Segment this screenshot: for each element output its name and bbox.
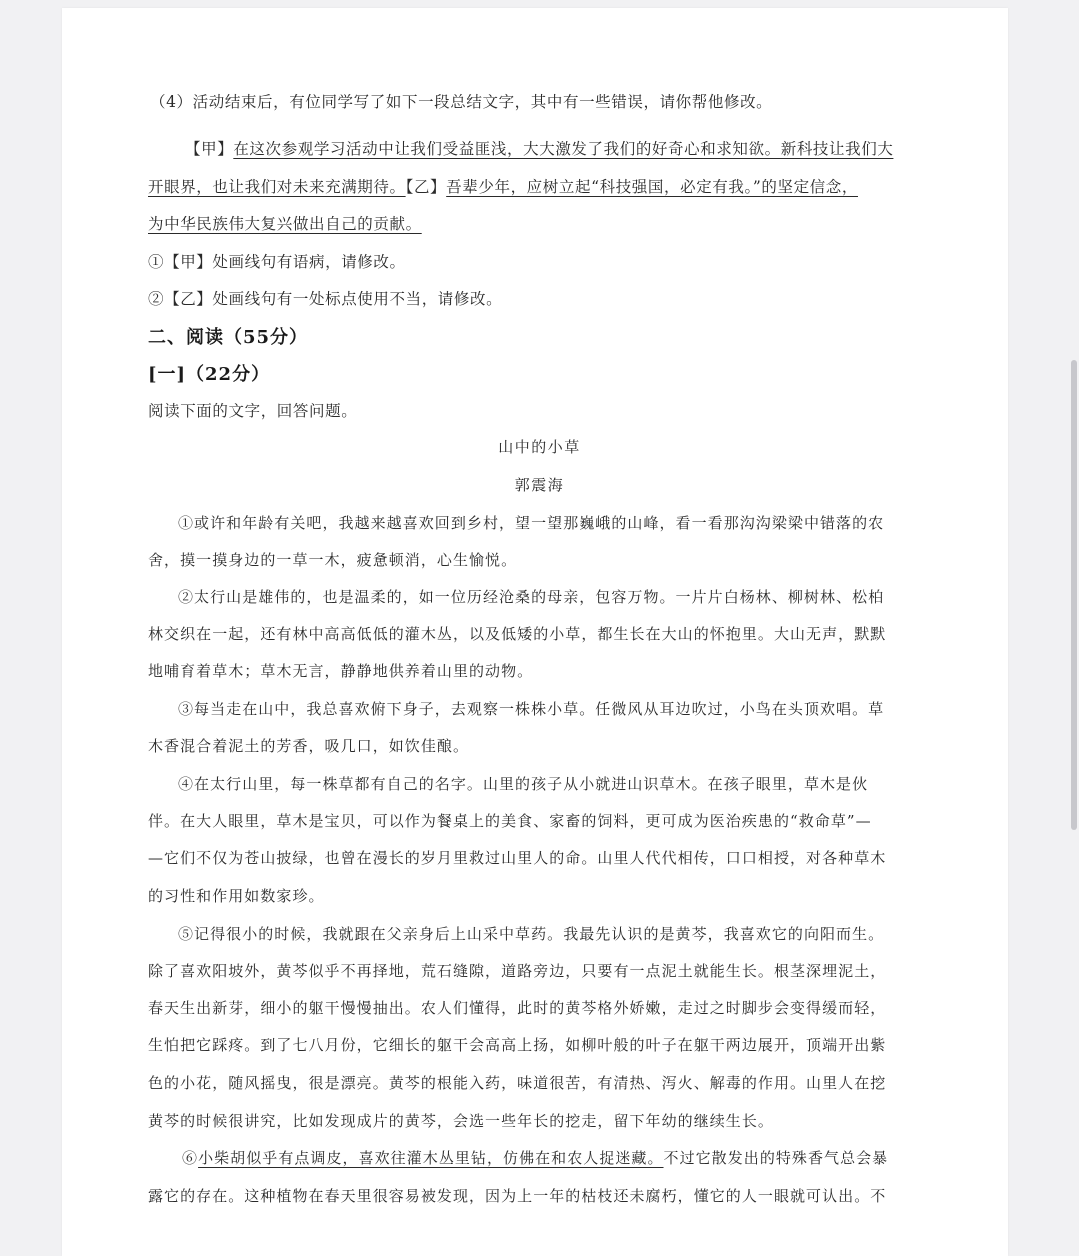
question4-intro: （4）活动结束后，有位同学写了如下一段总结文字，其中有一些错误，请你帮他修改。: [150, 93, 773, 111]
article-line: 除了喜欢阳坡外，黄芩似乎不再择地，荒石缝隙，道路旁边，只要有一点泥土就能生长。根茎深埋泥土，: [148, 962, 887, 980]
article-line: 生怕把它踩疼。到了七八月份，它细长的躯干会高高上扬，如柳叶般的叶子在躯干两边展开，顶端开出紫: [148, 1036, 887, 1054]
article-line: ③每当走在山中，我总喜欢俯下身子，去观察一株株小草。任微风从耳边吹过，小鸟在头顶欢唱。草: [178, 700, 885, 718]
article-line: ①或许和年龄有关吧，我越来越喜欢回到乡村，望一望那巍峨的山峰，看一看那沟沟梁梁中错落的农: [178, 514, 885, 532]
section2-heading: 二、阅读（55分）: [148, 327, 309, 348]
paragraph-6-line1: [182, 1147, 888, 1168]
paragraph-6-underlined: 小柴胡似乎有点调皮，喜欢往灌木丛里钻，仿佛在和农人捉迷藏。: [198, 1149, 664, 1167]
article-line: 地哺育着草木；草木无言，静静地供养着山里的动物。: [148, 662, 534, 680]
question4-sub2: ②【乙】处画线句有一处标点使用不当，请修改。: [148, 290, 503, 308]
article-line: 春天生出新芽，细小的躯干慢慢抽出。农人们懂得，此时的黄芩格外娇嫩，走过之时脚步会变得缓而轻，: [148, 999, 887, 1017]
article-line: 的习性和作用如数家珍。: [148, 887, 325, 905]
jia-underlined-text-1: 在这次参观学习活动中让我们受益匪浅，大大激发了我们的好奇心和求知欲。新科技让我们大: [233, 140, 894, 158]
jia-underlined-text-2: 开眼界，也让我们对未来充满期待。: [148, 178, 406, 196]
question4-jia-line1: [185, 137, 893, 159]
article-line: 黄芩的时候很讲究，比如发现成片的黄芩，会选一些年长的挖走，留下年幼的继续生长。: [148, 1112, 774, 1130]
question4-yi-line3: [148, 212, 422, 234]
yi-label: 【乙】: [405, 178, 447, 196]
article-line: 伴。在大人眼里，草木是宝贝，可以作为餐桌上的美食、家畜的饲料，更可成为医治疾患的“救命草”—: [148, 812, 872, 830]
yi-underlined-text-2: 为中华民族伟大复兴做出自己的贡献。: [148, 215, 422, 233]
yi-underlined-text-1: 吾辈少年，应树立起“科技强国，必定有我。”的坚定信念，: [446, 178, 858, 196]
article-line: 舍，摸一摸身边的一草一木，疲惫顿消，心生愉悦。: [148, 551, 518, 569]
section2-instruction: 阅读下面的文字，回答问题。: [148, 402, 358, 420]
paragraph-6-line2: 露它的存在。这种植物在春天里很容易被发现，因为上一年的枯枝还未腐朽，懂它的人一眼就可认出。不: [148, 1187, 887, 1205]
article-line: ⑤记得很小的时候，我就跟在父亲身后上山采中草药。我最先认识的是黄芩，我喜欢它的向阳而生。: [178, 925, 885, 943]
article-line: 木香混合着泥土的芳香，吸几口，如饮佳酿。: [148, 737, 470, 755]
question4-jia-line2: [148, 175, 858, 197]
scrollbar-track[interactable]: [1069, 0, 1079, 1256]
article-line: ④在太行山里，每一株草都有自己的名字。山里的孩子从小就进山识草木。在孩子眼里，草木是伙: [178, 775, 869, 793]
article-line: —它们不仅为苍山披绿，也曾在漫长的岁月里救过山里人的命。山里人代代相传，口口相授，对各种草木: [148, 849, 887, 867]
jia-label: 【甲】: [185, 140, 234, 158]
article-line: 色的小花，随风摇曳，很是漂亮。黄芩的根能入药，味道很苦，有清热、泻火、解毒的作用。山里人在挖: [148, 1074, 887, 1092]
article-title: 山中的小草: [498, 438, 581, 456]
paragraph-6-number: ⑥: [182, 1149, 199, 1167]
article-line: 林交织在一起，还有林中高高低低的灌木丛，以及低矮的小草，都生长在大山的怀抱里。大山无声，默默: [148, 625, 887, 643]
scrollbar-thumb[interactable]: [1071, 360, 1077, 830]
section2-part1: [一]（22分）: [148, 364, 271, 385]
article-line: ②太行山是雄伟的，也是温柔的，如一位历经沧桑的母亲，包容万物。一片片白杨林、柳树林、松柏: [178, 588, 885, 606]
paragraph-6-rest: 不过它散发出的特殊香气总会暴: [663, 1149, 889, 1167]
question4-sub1: ①【甲】处画线句有语病，请修改。: [148, 253, 406, 271]
article-author: 郭震海: [514, 476, 565, 494]
